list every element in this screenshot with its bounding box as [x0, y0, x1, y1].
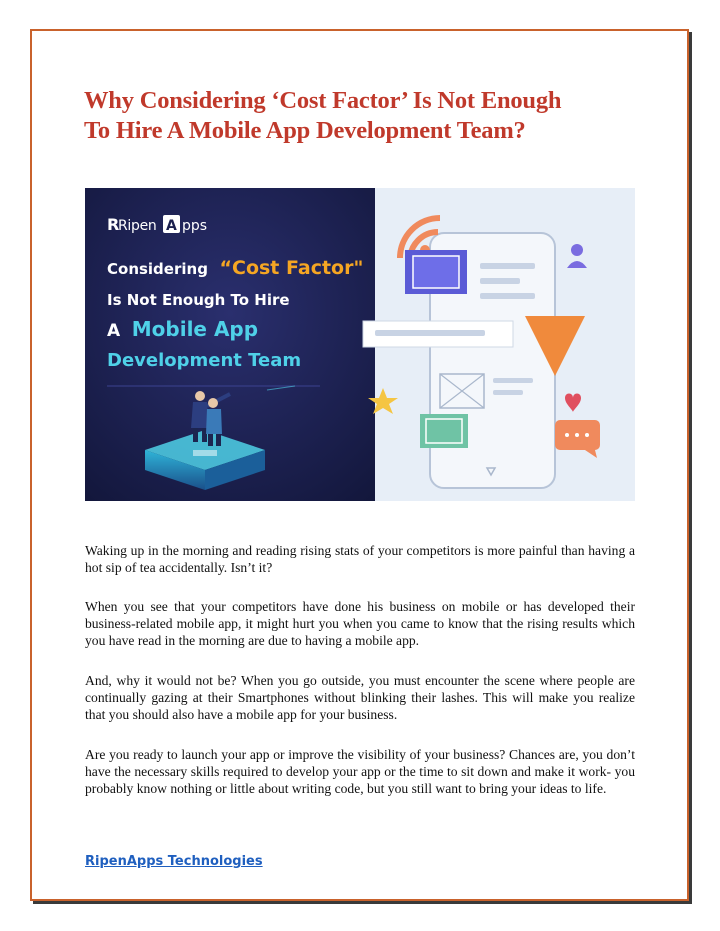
svg-text:A: A [166, 218, 177, 234]
logo-text-2: pps [182, 218, 208, 234]
title-line-2: To Hire A Mobile App Development Team? [84, 117, 526, 144]
paragraph-3: And, why it would not be? When you go outside, you must encounter the scene where people are continually gazing at their Smartphones without blinking their lashes. This will make you realize that you should also have a mobile app for your business. [85, 673, 635, 723]
logo-text-1: Ripen [118, 218, 157, 234]
svg-text:R: R [107, 215, 120, 234]
banner-line-2: Is Not Enough To Hire [107, 291, 290, 309]
hero-banner-image [85, 188, 635, 501]
banner-line-1: Considering “Cost Factor" [107, 257, 364, 279]
paragraph-1: Waking up in the morning and reading rising stats of your competitors is more painful than having a hot sip of tea accidentally. Isn’t it? [85, 543, 635, 576]
banner-line-3: A Mobile App [107, 317, 259, 341]
title-line-1: Why Considering ‘Cost Factor’ Is Not Enough [84, 87, 562, 114]
user-icon [571, 244, 583, 256]
banner-line-4: Development Team [107, 350, 302, 371]
document-title [84, 86, 644, 146]
company-link[interactable]: RipenApps Technologies [85, 854, 263, 869]
paragraph-2: When you see that your competitors have done his business on mobile or has developed their business-related mobile app, it might hurt you when you came to know that the rising results which you have read in the morning are due to having a mobile app. [85, 599, 635, 649]
paragraph-4: Are you ready to launch your app or improve the visibility of your business? Chances are, you don’t have the necessary skills required to develop your app or the time to sit down and make it work- you probably know nothing or little about writing code, but you still want to bring your ideas to life. [85, 747, 635, 797]
